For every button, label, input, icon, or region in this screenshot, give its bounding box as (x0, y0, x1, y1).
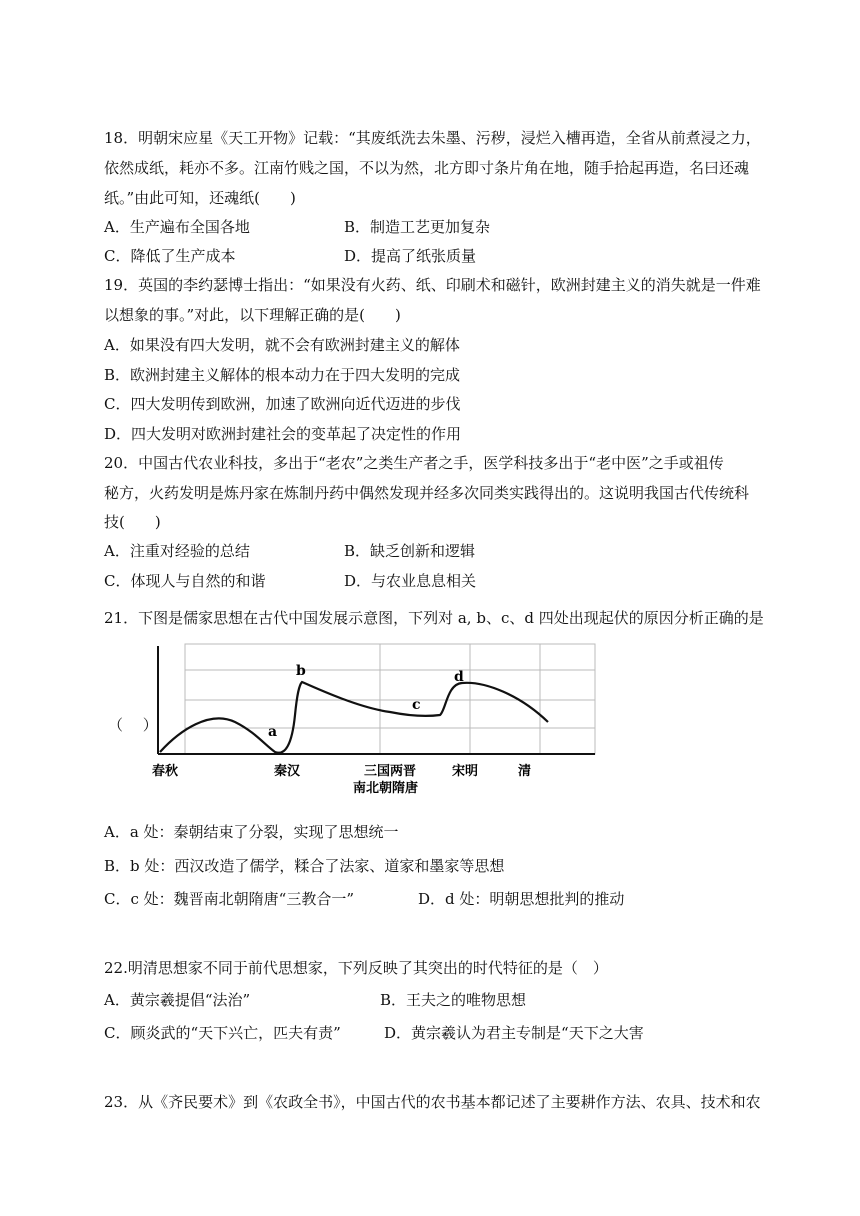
q19-stem-line-1: 19．英国的李约瑟博士指出：“如果没有火药、纸、印刷术和磁针，欧洲封建主义的消失就是一件难 (104, 276, 761, 294)
q20-stem-line-1: 20．中国古代农业科技，多出于“老农”之类生产者之手，医学科技多出于“老中医”之手或祖传 (104, 454, 724, 472)
q19-stem-line-2: 以想象的事。”对此，以下理解正确的是( ) (104, 306, 401, 324)
q20-option-b[interactable]: B．缺乏创新和逻辑 (344, 542, 476, 560)
q18-option-b[interactable]: B．制造工艺更加复杂 (344, 218, 491, 236)
point-label-c: c (412, 697, 421, 713)
q21-option-a[interactable]: A．a 处：秦朝结束了分裂，实现了思想统一 (104, 823, 399, 841)
q18-option-a[interactable]: A．生产遍布全国各地 (104, 218, 250, 236)
x-tick-label-chunqiu: 春秋 (152, 764, 179, 779)
q20-option-c[interactable]: C．体现人与自然的和谐 (104, 572, 266, 590)
q20-option-d[interactable]: D．与农业息息相关 (344, 572, 477, 590)
q22-option-c[interactable]: C．顾炎武的“天下兴亡，匹夫有责” (104, 1024, 341, 1042)
q18-stem-line-1: 18．明朝宋应星《天工开物》记载：“其废纸洗去朱墨、污秽，浸烂入槽再造，全省从前煮浸之力， (104, 129, 761, 147)
point-label-b: b (296, 663, 306, 679)
q22-stem: 22.明清思想家不同于前代思想家，下列反映了其突出的时代特征的是（ ） (104, 959, 608, 977)
q19-option-c[interactable]: C．四大发明传到欧洲，加速了欧洲向近代迈进的步伐 (104, 395, 461, 413)
q18-option-c[interactable]: C．降低了生产成本 (104, 247, 236, 265)
confucianism-trend-line (160, 682, 548, 753)
q20-option-a[interactable]: A．注重对经验的总结 (104, 542, 250, 560)
x-tick-label-qinhan: 秦汉 (274, 764, 301, 779)
chart-svg (150, 640, 602, 800)
x-tick-label-nanbeichao: 南北朝隋唐 (353, 781, 419, 796)
q22-option-b[interactable]: B．王夫之的唯物思想 (380, 991, 527, 1009)
q19-option-d[interactable]: D．四大发明对欧洲封建社会的变革起了决定性的作用 (104, 425, 462, 443)
x-tick-label-sanguo: 三国两晋 (364, 764, 417, 779)
confucianism-development-chart (150, 640, 602, 800)
chart-grid (185, 644, 595, 754)
q22-option-d[interactable]: D．黄宗羲认为君主专制是“天下之大害 (384, 1024, 644, 1042)
q21-option-b[interactable]: B．b 处：西汉改造了儒学，糅合了法家、道家和墨家等思想 (104, 857, 505, 875)
point-label-d: d (454, 669, 464, 685)
q22-option-a[interactable]: A．黄宗羲提倡“法治” (104, 991, 251, 1009)
q18-stem-line-3: 纸。”由此可知，还魂纸( ) (104, 189, 296, 207)
q19-option-b[interactable]: B．欧洲封建主义解体的根本动力在于四大发明的完成 (104, 366, 461, 384)
x-tick-label-songming: 宋明 (452, 764, 479, 779)
q19-option-a[interactable]: A．如果没有四大发明，就不会有欧洲封建主义的解体 (104, 336, 460, 354)
q21-answer-blank: （ ） (108, 716, 158, 734)
q18-option-d[interactable]: D．提高了纸张质量 (344, 247, 477, 265)
q21-stem: 21．下图是儒家思想在古代中国发展示意图，下列对 a, b、c、d 四处出现起伏的原因分析正确的是 (104, 609, 764, 627)
q20-stem-line-3: 技( ) (104, 513, 161, 531)
q23-stem: 23．从《齐民要术》到《农政全书》，中国古代的农书基本都记述了主要耕作方法、农具、技术和农 (104, 1093, 761, 1111)
q21-option-c[interactable]: C．c 处：魏晋南北朝隋唐“三教合一” (104, 890, 354, 908)
point-label-a: a (268, 724, 278, 740)
x-tick-label-qing: 清 (518, 764, 532, 779)
q18-stem-line-2: 依然成纸，耗亦不多。江南竹贱之国，不以为然，北方即寸条片角在地，随手拾起再造，名曰还魂 (104, 159, 750, 177)
q21-option-d[interactable]: D．d 处：明朝思想批判的推动 (418, 890, 625, 908)
q20-stem-line-2: 秘方，火药发明是炼丹家在炼制丹药中偶然发现并经多次同类实践得出的。这说明我国古代传统科 (104, 484, 750, 502)
